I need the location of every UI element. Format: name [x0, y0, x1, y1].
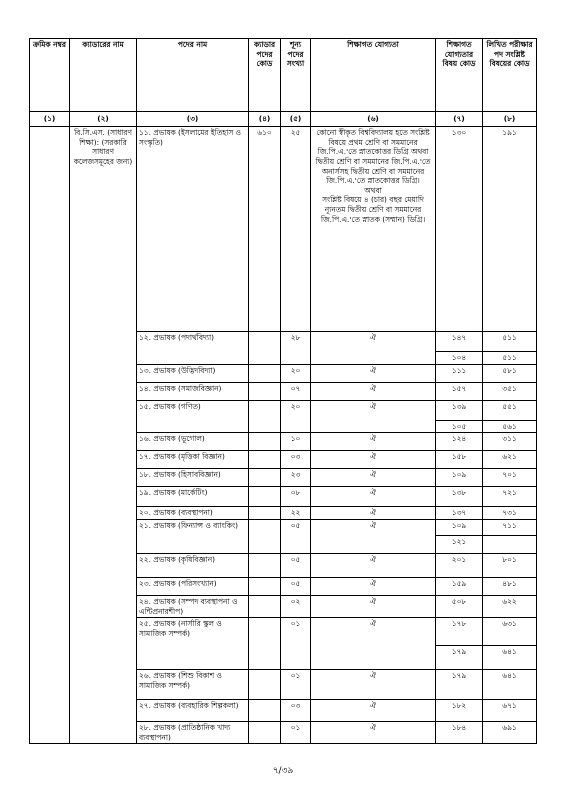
- exam-subject-code-cell: ৫৬১: [483, 420, 537, 433]
- header-row: [30, 39, 537, 112]
- header-qualification: শিক্ষাগত যোগ্যতা: [311, 39, 436, 112]
- cadre-code-cell: [249, 507, 281, 520]
- ditto-mark: ঐ: [311, 400, 436, 433]
- cadre-code-cell: [249, 487, 281, 507]
- vacancy-cell: ০৩: [281, 451, 311, 469]
- column-number: (৫): [281, 112, 311, 127]
- exam-subject-code-cell: ৬৭১: [483, 700, 537, 722]
- header-serial: ক্রমিক নম্বর: [30, 39, 70, 112]
- qualification-code-cell: ১৫৯: [436, 577, 483, 595]
- exam-subject-code-cell: ৬৩১: [483, 618, 537, 646]
- ditto-mark: ঐ: [311, 595, 436, 617]
- qualification-code-cell: ১৩০: [436, 127, 483, 332]
- qualification-code-cell: ৫০৮: [436, 595, 483, 617]
- qualification-code-cell: ১৪৭: [436, 332, 483, 352]
- post-name-cell: ২২. প্রভাষক (কৃষিবিজ্ঞান): [137, 553, 249, 577]
- page-number: ৭/৩৯: [272, 766, 294, 776]
- header-vacancy: শূন্য পদের সংখ্যা: [281, 39, 311, 112]
- column-number: (৪): [249, 112, 281, 127]
- qualification-code-cell: ১১১: [436, 364, 483, 382]
- ditto-mark: ঐ: [311, 469, 436, 487]
- ditto-mark: ঐ: [311, 364, 436, 382]
- post-name-cell: ১৯. প্রভাষক (মার্কেটিং): [137, 487, 249, 507]
- qualification-code-cell: ১৮৪: [436, 722, 483, 744]
- cadre-code-cell: [249, 700, 281, 722]
- exam-subject-code-cell: ৬৪১: [483, 670, 537, 700]
- cadre-code-cell: [249, 595, 281, 617]
- cadre-code-cell: [249, 670, 281, 700]
- qualification-main: কোনো স্বীকৃত বিশ্ববিদ্যালয় হতে সংশ্লিষ্ট বিষয়ে প্রথম শ্রেণি বা সমমানের জি.পি.এ.'তে স্নাতকোত্তর ডিগ্রি অথবা দ্বিতীয় শ্রেণি বা সমমানের জি.পি.এ.'তে অনার্সসহ দ্বিতীয় শ্রেণি বা সমমানের জি.পি.এ.'তে স্নাতকোত্তর ডিগ্রি।: [315, 128, 431, 186]
- qualification-code-cell: ১০৪: [436, 352, 483, 365]
- exam-subject-code-cell: ৬২১: [483, 451, 537, 469]
- ditto-mark: ঐ: [311, 618, 436, 670]
- column-number-row: [30, 112, 537, 127]
- cadre-code-cell: [249, 519, 281, 553]
- exam-subject-code-cell: ৩১১: [483, 433, 537, 451]
- post-name-cell: ১৮. প্রভাষক (হিসাববিজ্ঞান): [137, 469, 249, 487]
- exam-subject-code-cell: [483, 535, 537, 553]
- post-name-cell: ২৮. প্রভাষক (প্রাতিষ্ঠানিক খাদ্য ব্যবস্থাপনা): [137, 722, 249, 744]
- header-exam-code: লিখিত পরীক্ষার পদ সংশ্লিষ্ট বিষয়ের কোড: [483, 39, 537, 112]
- column-number: (৭): [436, 112, 483, 127]
- exam-subject-code-cell: ৫৫১: [483, 400, 537, 420]
- ditto-mark: ঐ: [311, 433, 436, 451]
- ditto-mark: ঐ: [311, 722, 436, 744]
- post-name-cell: ১৭. প্রভাষক (মৃত্তিকা বিজ্ঞান): [137, 451, 249, 469]
- exam-subject-code-cell: ৭৩১: [483, 507, 537, 520]
- cadre-code-cell: [249, 364, 281, 382]
- ditto-mark: ঐ: [311, 700, 436, 722]
- header-post-name: পদের নাম: [137, 39, 249, 112]
- qualification-code-cell: ১৭৯: [436, 646, 483, 670]
- qualification-code-cell: ১২৪: [436, 433, 483, 451]
- cadre-code-cell: [249, 577, 281, 595]
- cadre-code-cell: [249, 618, 281, 670]
- vacancy-cell: ০১: [281, 670, 311, 700]
- qualification-code-cell: ১২১: [436, 535, 483, 553]
- exam-subject-code-cell: ৭২১: [483, 487, 537, 507]
- cadre-code-cell: [249, 382, 281, 400]
- column-number: (৮): [483, 112, 537, 127]
- vacancy-cell: ০৫: [281, 519, 311, 553]
- qualification-code-cell: ১৭৯: [436, 670, 483, 700]
- ditto-mark: ঐ: [311, 670, 436, 700]
- post-name-cell: ১৪. প্রভাষক (সমাজবিজ্ঞান): [137, 382, 249, 400]
- qualification-code-cell: ১৭৮: [436, 618, 483, 646]
- ditto-mark: ঐ: [311, 577, 436, 595]
- table-row: [30, 127, 537, 332]
- header-cadre-name: ক্যাডারের নাম: [70, 39, 137, 112]
- qualification-code-cell: ১৫৭: [436, 382, 483, 400]
- vacancy-cell: ২৫: [281, 127, 311, 332]
- vacancy-cell: ০৮: [281, 487, 311, 507]
- vacancy-cell: ০৭: [281, 382, 311, 400]
- vacancy-cell: ০৫: [281, 553, 311, 577]
- qualification-code-cell: ২০১: [436, 553, 483, 577]
- post-name-cell: ১২. প্রভাষক (পদার্থবিদ্যা): [137, 332, 249, 365]
- vacancy-cell: ২৮: [281, 332, 311, 365]
- exam-subject-code-cell: ১৯১: [483, 127, 537, 332]
- exam-subject-code-cell: ৫৮১: [483, 364, 537, 382]
- exam-subject-code-cell: ৭১১: [483, 519, 537, 535]
- post-name-cell: ২০. প্রভাষক (ব্যবস্থাপনা): [137, 507, 249, 520]
- qualification-code-cell: ১৫৮: [436, 451, 483, 469]
- qualification-code-cell: ১৩৮: [436, 487, 483, 507]
- ditto-mark: ঐ: [311, 553, 436, 577]
- vacancy-cell: ২০: [281, 364, 311, 382]
- ditto-mark: ঐ: [311, 519, 436, 553]
- qualification-code-cell: ১০৯: [436, 519, 483, 535]
- exam-subject-code-cell: ৫১১: [483, 352, 537, 365]
- post-name-cell: ২৬. প্রভাষক (শিশু বিকাশ ও সামাজিক সম্পর্ক): [137, 670, 249, 700]
- column-number: (১): [30, 112, 70, 127]
- cadre-code-cell: [249, 433, 281, 451]
- post-name-cell: ২১. প্রভাষক (ফিন্যান্স ও ব্যাংকিং): [137, 519, 249, 553]
- ditto-mark: ঐ: [311, 487, 436, 507]
- exam-subject-code-cell: ৮০১: [483, 553, 537, 577]
- exam-subject-code-cell: ৩৫১: [483, 382, 537, 400]
- serial-cell: [30, 127, 70, 744]
- ditto-mark: ঐ: [311, 332, 436, 365]
- qualification-alt: সংশ্লিষ্ট বিষয়ে ৪ (চার) বছর মেয়াদি ন্যূনতম দ্বিতীয় শ্রেণি বা সমমানের জি.পি.এ.'তে স্নাতক (সম্মান) ডিগ্রি।: [320, 195, 426, 224]
- ditto-mark: ঐ: [311, 451, 436, 469]
- exam-subject-code-cell: ৬৪১: [483, 646, 537, 670]
- column-number: (৩): [137, 112, 249, 127]
- header-qualification-code: শিক্ষাগত যোগ্যতার বিষয় কোড: [436, 39, 483, 112]
- vacancy-cell: ২৩: [281, 469, 311, 487]
- exam-subject-code-cell: ৭০১: [483, 469, 537, 487]
- post-name-cell: ২৩. প্রভাষক (পরিসংখ্যান): [137, 577, 249, 595]
- cadre-post-table: [29, 38, 537, 744]
- ditto-mark: ঐ: [311, 507, 436, 520]
- cadre-code-cell: [249, 400, 281, 433]
- table-body: [30, 127, 537, 744]
- cadre-code-cell: [249, 332, 281, 365]
- exam-subject-code-cell: ৬২২: [483, 595, 537, 617]
- vacancy-cell: ১০: [281, 433, 311, 451]
- post-name-cell: ১৬. প্রভাষক (ভূগোল): [137, 433, 249, 451]
- column-number: (২): [70, 112, 137, 127]
- ditto-mark: ঐ: [311, 382, 436, 400]
- cadre-code-cell: [249, 722, 281, 744]
- vacancy-cell: ০১: [281, 722, 311, 744]
- qualification-code-cell: ১৩৭: [436, 507, 483, 520]
- cadre-code-cell: [249, 451, 281, 469]
- vacancy-cell: ০৫: [281, 577, 311, 595]
- vacancy-cell: ০৩: [281, 700, 311, 722]
- qualification-or: অথবা: [364, 185, 382, 195]
- qualification-code-cell: ১৩৯: [436, 400, 483, 420]
- post-name-cell: ২৭. প্রভাষক (ব্যবহারিক শিল্পকলা): [137, 700, 249, 722]
- qualification-cell: [311, 127, 436, 332]
- cadre-code-cell: [249, 553, 281, 577]
- exam-subject-code-cell: ৬৯১: [483, 722, 537, 744]
- qualification-code-cell: ১০৫: [436, 420, 483, 433]
- post-name-cell: ১১. প্রভাষক (ইসলামের ইতিহাস ও সংস্কৃতি): [137, 127, 249, 332]
- header-cadre-code: ক্যাডার পদের কোড: [249, 39, 281, 112]
- column-number: (৬): [311, 112, 436, 127]
- post-name-cell: ২৪. প্রভাষক (সম্পদ ব্যবস্থাপনা ও এন্টিপ্রনারশীপ): [137, 595, 249, 617]
- post-name-cell: ১৩. প্রভাষক (উদ্ভিদবিদ্যা): [137, 364, 249, 382]
- vacancy-cell: ০১: [281, 618, 311, 670]
- qualification-code-cell: ১৮২: [436, 700, 483, 722]
- qualification-code-cell: ১০৯: [436, 469, 483, 487]
- vacancy-cell: ০২: [281, 595, 311, 617]
- vacancy-cell: ২২: [281, 507, 311, 520]
- cadre-code-cell: [249, 469, 281, 487]
- cadre-name-cell: বি.সি.এস. (সাধারণ শিক্ষা): (সরকারি সাধারণ কলেজসমূহের জন্য): [70, 127, 137, 744]
- vacancy-cell: ২০: [281, 400, 311, 433]
- post-name-cell: ২৫. প্রভাষক (নার্সারি স্কুল ও সামাজিক সম্পর্ক): [137, 618, 249, 670]
- cadre-code-cell: ৬১০: [249, 127, 281, 332]
- exam-subject-code-cell: ৫১১: [483, 332, 537, 352]
- exam-subject-code-cell: ৪৮১: [483, 577, 537, 595]
- post-name-cell: ১৫. প্রভাষক (গণিত): [137, 400, 249, 433]
